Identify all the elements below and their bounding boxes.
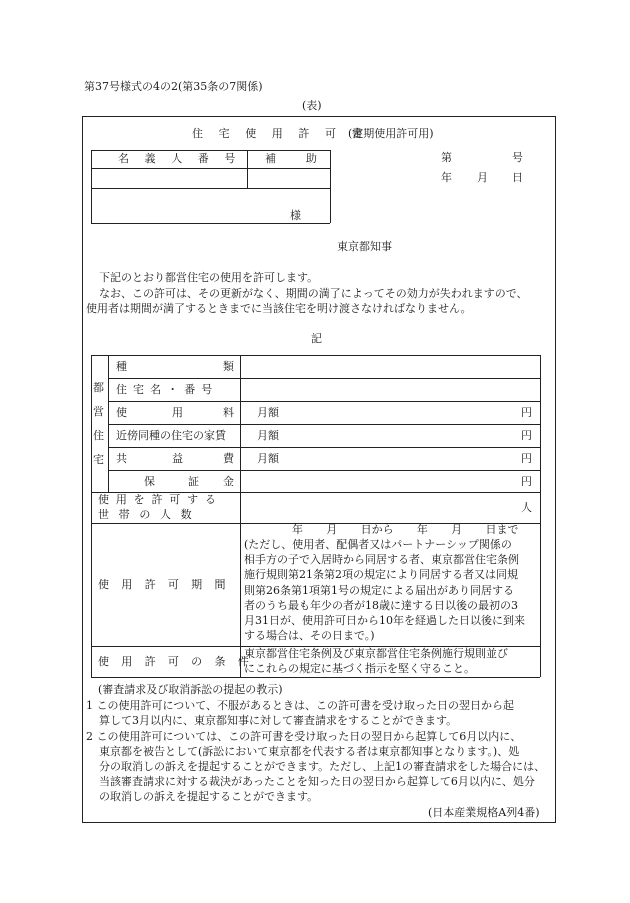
period-line-1: (ただし、使用者、配偶者又はパートナーシップ関係の <box>244 538 512 551</box>
document-subtitle: (定期使用許可用) <box>348 127 434 140</box>
period-line-6: 月31日が、使用許可日から10年を経過した日以後に到来 <box>244 614 525 627</box>
period-line-3: 施行規則第21条第2項の規定により同居する者又は同規 <box>244 568 518 581</box>
period-dates: 年 月 日から 年 月 日まで <box>292 523 519 536</box>
issuer: 東京都知事 <box>337 240 392 253</box>
notice-2-line-2: 東京都を被告として(訴訟において東京都を代表する者は東京都知事となります。)、処 <box>99 745 520 758</box>
period-line-5: 者のうち最も年少の者が18歳に達する日以後の最初の3 <box>244 599 518 612</box>
nearby-monthly: 月額 <box>257 429 279 442</box>
housing-char-2: 営 <box>93 405 104 418</box>
notice-heading: (審査請求及び取消訴訟の提起の教示) <box>98 683 283 696</box>
number-label: 第 <box>441 151 452 164</box>
notice-1-line-2: 算して3月以内に、東京都知事に対して審査請求をすることができます。 <box>99 714 458 727</box>
date-day: 日 <box>512 171 523 184</box>
row-nearby-rent-label: 近傍同種の住宅の家賃 <box>116 429 226 442</box>
nominee-number-header: 名 義 人 番 号 <box>118 152 242 165</box>
housing-char-3: 住 <box>93 429 104 442</box>
period-line-4: 則第26条第1項第1号の規定による届出があり同居する <box>244 584 514 597</box>
household-label-1: 使用を許可する <box>98 493 223 506</box>
intro-line-1: 下記のとおり都営住宅の使用を許可します。 <box>99 271 319 284</box>
sama-label: 様 <box>290 209 301 222</box>
subsidy-header: 補 助 <box>265 152 331 165</box>
number-suffix: 号 <box>512 151 523 164</box>
side-label: (表) <box>302 99 322 112</box>
rent-monthly: 月額 <box>257 406 279 419</box>
intro-line-2: なお、この許可は、その更新がなく、期間の満了によってその効力が失われますので、 <box>99 287 528 300</box>
household-label-2: 世 帯 の 人 数 <box>98 508 195 521</box>
nearby-yen: 円 <box>521 429 532 442</box>
ki-label: 記 <box>311 332 322 345</box>
household-persons: 人 <box>521 501 532 514</box>
date-month: 月 <box>477 171 488 184</box>
row-name-number-label: 住宅名・番号 <box>116 383 219 396</box>
notice-2-line-3: 分の取消しの訴えを提起することができます。ただし、上記1の審査請求をした場合には、 <box>99 760 546 773</box>
form-label: 第37号様式の4の2(第35条の7関係) <box>84 80 263 93</box>
housing-char-4: 宅 <box>93 453 104 466</box>
conditions-line-2: にこれらの規定に基づく指示を堅く守ること。 <box>244 662 475 675</box>
common-monthly: 月額 <box>257 452 279 465</box>
deposit-yen: 円 <box>521 475 532 488</box>
document-title: 住 宅 使 用 許 可 書 <box>192 127 369 140</box>
intro-line-3: 使用者は期間が満了するときまでに当該住宅を明け渡さなければなりません。 <box>86 302 472 315</box>
common-yen: 円 <box>521 452 532 465</box>
period-line-2: 相手方の子で入居時から同居する者、東京都営住宅条例 <box>244 553 519 566</box>
housing-char-1: 都 <box>93 381 104 394</box>
period-line-7: する場合は、その日まで。) <box>244 629 375 642</box>
date-year: 年 <box>441 171 452 184</box>
conditions-line-1: 東京都営住宅条例及び東京都営住宅条例施行規則並び <box>244 647 508 660</box>
rent-yen: 円 <box>521 406 532 419</box>
notice-2-line-5: の取消しの訴えを提起することができます。 <box>99 790 319 803</box>
conditions-label: 使 用 許 可 の 条 件 <box>98 655 254 668</box>
notice-1-line-1: 1 この使用許可について、不服があるときは、この許可書を受け取った日の翌日から起 <box>86 699 515 712</box>
notice-2-line-1: 2 この使用許可については、この許可書を受け取った日の翌日から起算して6月以内に、 <box>86 730 522 743</box>
notice-2-line-4: 当該審査請求に対する裁決があったことを知った日の翌日から起算して6月以内に、処分 <box>99 775 535 788</box>
footer-standard: (日本産業規格A列4番) <box>428 806 540 819</box>
period-label: 使 用 許 可 期 間 <box>98 578 230 591</box>
